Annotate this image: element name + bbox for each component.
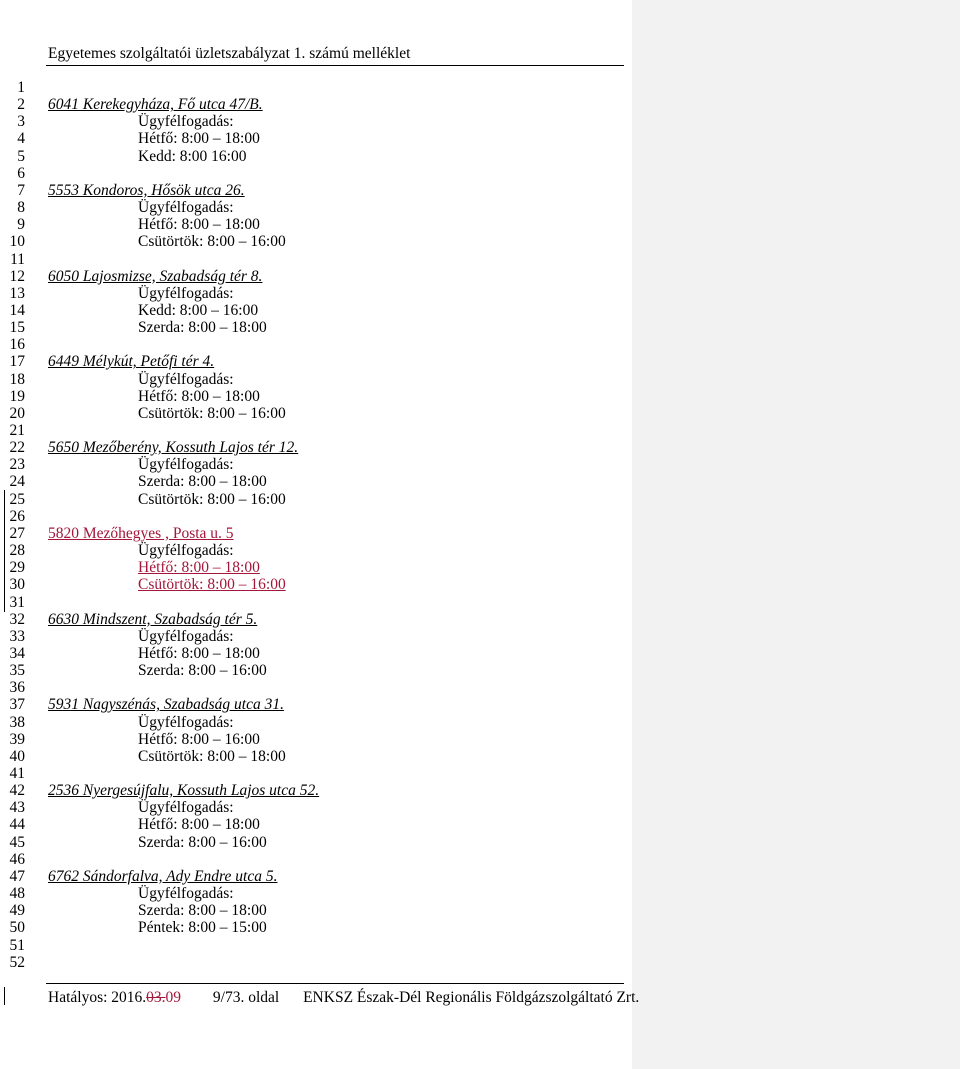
page-header: Egyetemes szolgáltatói üzletszabályzat 1. számú melléklet [48,45,411,62]
line-number: 3 [17,113,25,131]
line-number: 37 [9,696,25,714]
hours-line: Csütörtök: 8:00 – 16:00 [138,233,286,251]
line-number: 46 [9,850,25,868]
line-number: 20 [9,404,25,422]
line-number: 4 [17,130,25,148]
hours-line: Csütörtök: 8:00 – 16:00 [138,576,286,594]
hours-line: Hétfő: 8:00 – 18:00 [138,387,260,405]
hours-line: Csütörtök: 8:00 – 16:00 [138,490,286,508]
line-number: 6 [17,164,25,182]
office-address: 6630 Mindszent, Szabadság tér 5. [48,610,258,628]
hours-label: Ügyfélfogadás: [138,542,234,560]
hours-line: Szerda: 8:00 – 18:00 [138,902,267,920]
office-address: 2536 Nyergesújfalu, Kossuth Lajos utca 52. [48,782,320,800]
line-number: 5 [17,147,25,165]
page-footer [48,988,639,1008]
header-rule [46,65,624,66]
hours-label: Ügyfélfogadás: [138,456,234,474]
change-bar [4,490,5,612]
line-number: 40 [9,747,25,765]
hours-label: Ügyfélfogadás: [138,284,234,302]
line-number: 2 [17,96,25,114]
line-number: 18 [9,370,25,388]
line-number: 41 [9,765,25,782]
hours-line: Csütörtök: 8:00 – 18:00 [138,747,286,765]
line-number: 30 [9,576,25,594]
line-number: 33 [9,627,25,645]
line-number: 11 [10,250,25,268]
line-number: 49 [9,902,25,920]
line-number: 31 [9,593,25,611]
hours-line: Kedd: 8:00 16:00 [138,147,247,165]
line-number: 34 [9,644,25,662]
hours-label: Ügyfélfogadás: [138,627,234,645]
line-number: 35 [9,662,25,680]
line-number: 48 [9,885,25,903]
hours-line: Hétfő: 8:00 – 18:00 [138,130,260,148]
line-number: 45 [9,833,25,851]
line-number: 9 [17,216,25,234]
line-number: 24 [9,473,25,491]
line-number: 13 [9,284,25,302]
line-number: 32 [9,610,25,628]
company-name: ENKSZ Észak-Dél Regionális Földgázszolgáltató Zrt. [303,989,640,1006]
footer-rule [46,983,624,984]
hours-line: Hétfő: 8:00 – 18:00 [138,644,260,662]
line-number: 29 [9,559,25,577]
hours-label: Ügyfélfogadás: [138,799,234,817]
hours-line: Szerda: 8:00 – 18:00 [138,319,267,337]
hours-line: Hétfő: 8:00 – 18:00 [138,816,260,834]
office-address: 5820 Mezőhegyes , Posta u. 5 [48,524,234,542]
line-number: 22 [9,439,25,457]
hours-line: Hétfő: 8:00 – 18:00 [138,216,260,234]
line-number: 23 [9,456,25,474]
line-number: 15 [9,319,25,337]
line-number: 19 [9,387,25,405]
line-number: 12 [9,267,25,285]
effective-date: Hatályos: 2016.03.09 [48,989,182,1006]
hours-label: Ügyfélfogadás: [138,370,234,388]
hours-line: Szerda: 8:00 – 16:00 [138,662,267,680]
hours-label: Ügyfélfogadás: [138,713,234,731]
hours-line: Szerda: 8:00 – 18:00 [138,473,267,491]
hours-line: Szerda: 8:00 – 16:00 [138,833,267,851]
hours-label: Ügyfélfogadás: [138,885,234,903]
hours-line: Péntek: 8:00 – 15:00 [138,919,267,937]
office-address: 5553 Kondoros, Hősök utca 26. [48,181,245,199]
line-number: 43 [9,799,25,817]
line-number: 50 [9,919,25,937]
office-address: 6762 Sándorfalva, Ady Endre utca 5. [48,867,278,885]
line-number: 25 [9,490,25,508]
line-number: 17 [9,353,25,371]
hours-line: Kedd: 8:00 – 16:00 [138,301,259,319]
line-number: 39 [9,730,25,748]
line-number: 26 [9,507,25,525]
office-address: 6041 Kerekegyháza, Fő utca 47/B. [48,96,263,114]
line-number: 8 [17,199,25,217]
office-address: 6050 Lajosmizse, Szabadság tér 8. [48,267,263,285]
line-number: 1 [17,79,25,96]
line-number: 14 [9,301,25,319]
line-number: 28 [9,542,25,560]
line-number: 38 [9,713,25,731]
line-number: 16 [9,336,25,354]
line-number: 21 [9,422,25,439]
line-number: 52 [9,953,25,971]
office-address: 6449 Mélykút, Petőfi tér 4. [48,353,215,371]
comment-margin [632,0,960,1069]
office-address: 5650 Mezőberény, Kossuth Lajos tér 12. [48,439,299,457]
hours-line: Hétfő: 8:00 – 18:00 [138,559,260,577]
hours-line: Hétfő: 8:00 – 16:00 [138,730,260,748]
hours-line: Csütörtök: 8:00 – 16:00 [138,404,286,422]
line-number: 36 [9,679,25,697]
hours-label: Ügyfélfogadás: [138,113,234,131]
hours-label: Ügyfélfogadás: [138,199,234,217]
line-number: 51 [9,936,25,954]
line-number: 47 [9,867,25,885]
line-number: 27 [9,524,25,542]
deleted-text: 03. [146,989,166,1006]
line-number: 42 [9,782,25,800]
line-number: 10 [9,233,25,251]
change-bar [4,987,5,1005]
page-number: 9/73. oldal [212,989,280,1006]
line-number: 44 [9,816,25,834]
office-address: 5931 Nagyszénás, Szabadság utca 31. [48,696,284,714]
line-number: 7 [17,181,25,199]
